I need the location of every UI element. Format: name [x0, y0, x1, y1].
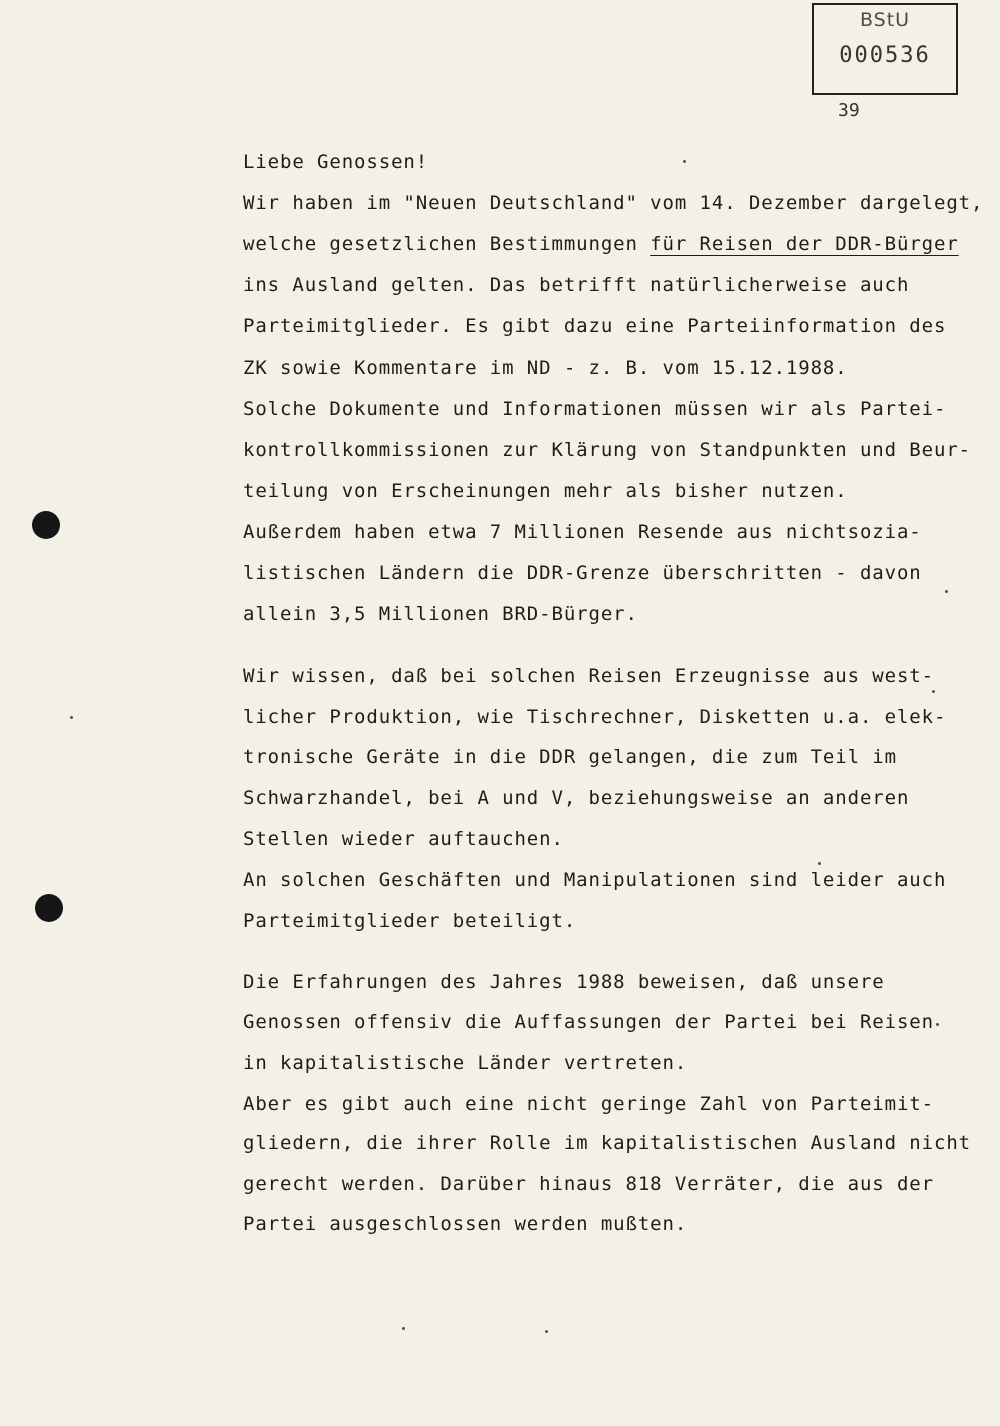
text-line: Solche Dokumente und Informationen müssen wir als Partei-	[243, 398, 947, 420]
text-line: allein 3,5 Millionen BRD-Bürger.	[243, 603, 638, 625]
text-line: kontrollkommissionen zur Klärung von Standpunkten und Beur-	[243, 439, 971, 461]
text-line: Partei ausgeschlossen werden mußten.	[243, 1213, 688, 1235]
speck	[683, 160, 686, 163]
text-line: listischen Ländern die DDR-Grenze überschritten - davon	[243, 562, 922, 584]
text-line: Außerdem haben etwa 7 Millionen Resende aus nichtsozia-	[243, 521, 922, 543]
page-number: 39	[838, 100, 860, 121]
speck	[402, 1327, 405, 1330]
text-line-segment: welche gesetzlichen Bestimmungen	[243, 233, 638, 255]
speck	[545, 1330, 548, 1333]
text-line: Stellen wieder auftauchen.	[243, 828, 564, 850]
salutation: Liebe Genossen!	[243, 151, 429, 173]
text-line: ZK sowie Kommentare im ND - z. B. vom 15.12.1988.	[243, 357, 848, 379]
speck	[932, 690, 935, 693]
underlined-phrase: für Reisen der DDR-Bürger	[650, 233, 959, 255]
text-line: Parteimitglieder beteiligt.	[243, 910, 577, 932]
speck	[818, 862, 821, 865]
punch-hole	[35, 894, 63, 922]
text-line: licher Produktion, wie Tischrechner, Disketten u.a. elek-	[243, 706, 947, 728]
stamp-label: BStU	[859, 9, 911, 31]
archive-stamp	[812, 3, 958, 95]
text-line: teilung von Erscheinungen mehr als bisher nutzen.	[243, 480, 848, 502]
text-line: Schwarzhandel, bei A und V, beziehungsweise an anderen	[243, 787, 910, 809]
text-line: Die Erfahrungen des Jahres 1988 beweisen, daß unsere	[243, 971, 885, 993]
text-line: Wir haben im "Neuen Deutschland" vom 14. Dezember dargelegt,	[243, 192, 984, 214]
text-line: gerecht werden. Darüber hinaus 818 Verräter, die aus der	[243, 1173, 934, 1195]
stamp-number: 000536	[839, 43, 931, 68]
text-line: ins Ausland gelten. Das betrifft natürlicherweise auch	[243, 274, 910, 296]
text-line: gliedern, die ihrer Rolle im kapitalistischen Ausland nicht	[243, 1132, 971, 1154]
text-line	[243, 232, 959, 256]
text-line: in kapitalistische Länder vertreten.	[243, 1052, 688, 1074]
speck	[936, 1023, 939, 1026]
speck	[70, 716, 73, 719]
text-line: tronische Geräte in die DDR gelangen, die zum Teil im	[243, 746, 897, 768]
text-line: Aber es gibt auch eine nicht geringe Zahl von Parteimit-	[243, 1093, 934, 1115]
speck	[945, 590, 948, 593]
text-line: Parteimitglieder. Es gibt dazu eine Parteiinformation des	[243, 315, 947, 337]
text-line: Genossen offensiv die Auffassungen der Partei bei Reisen	[243, 1011, 934, 1033]
punch-hole	[32, 511, 60, 539]
text-line: Wir wissen, daß bei solchen Reisen Erzeugnisse aus west-	[243, 665, 934, 687]
text-line: An solchen Geschäften und Manipulationen sind leider auch	[243, 869, 947, 891]
